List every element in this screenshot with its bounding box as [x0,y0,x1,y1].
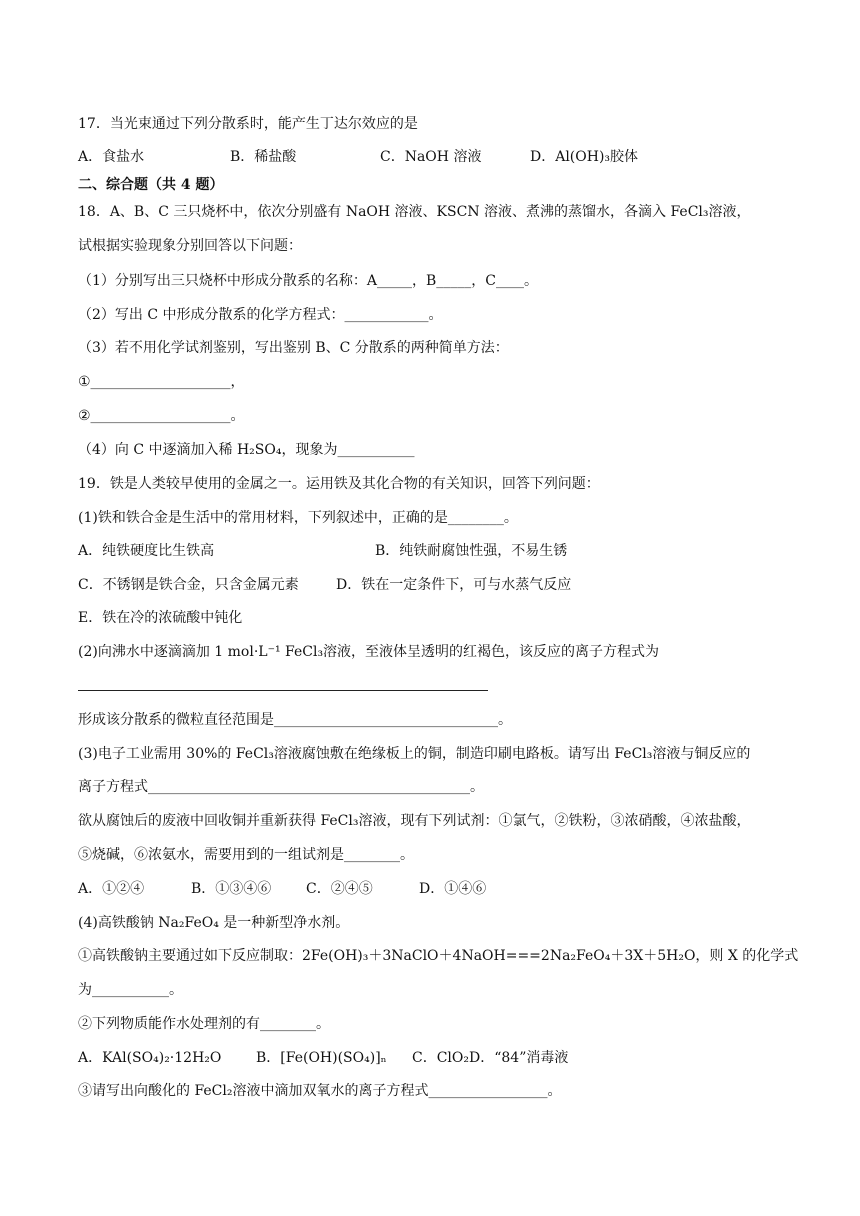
q19-part3-option-a: A．①②④ [78,881,145,897]
q19-part2-particle-size: 形成该分散系的微粒直径范围是________________________________。 [78,712,512,728]
q19-part4-option-a: A．KAl(SO₄)₂·12H₂O [78,1050,222,1066]
q19-part1-option-c: C．不锈钢是铁合金，只含金属元素 [78,577,299,593]
q19-part4: (4)高铁酸钠 Na₂FeO₄ 是一种新型净水剂。 [78,915,350,931]
q17-option-a: A．食盐水 [78,149,145,165]
q19-part4-option-b: B．[Fe(OH)(SO₄)]ₙ [256,1050,387,1066]
q19-part4-item2: ②下列物质能作水处理剂的有________。 [78,1016,330,1032]
q19-part2: (2)向沸水中逐滴滴加 1 mol·L⁻¹ FeCl₃溶液，至液体呈透明的红褐色，该反应的离子方程式为 [78,644,660,660]
q19-part3-options [78,880,486,898]
q18-part1: （1）分别写出三只烧杯中形成分散系的名称：A_____，B_____，C____。 [78,273,539,289]
q19-stem: 19．铁是人类较早使用的金属之一。运用铁及其化合物的有关知识，回答下列问题： [78,476,600,492]
q19-part1-option-a: A．纯铁硬度比生铁高 [78,543,215,559]
q19-part3-line4: ⑤烧碱，⑥浓氨水，需要用到的一组试剂是________。 [78,847,414,863]
q19-part1-options-ab [78,542,567,560]
q19-part4-option-c: C．ClO₂ [412,1050,469,1066]
q19-part4-item1-line1: ①高铁酸钠主要通过如下反应制取：2Fe(OH)₃＋3NaClO＋4NaOH===2Na₂FeO₄＋3X＋5H₂O，则 X 的化学式 [78,948,799,964]
q19-part1-options-cd [78,576,571,594]
q17-stem: 17．当光束通过下列分散系时，能产生丁达尔效应的是 [78,116,418,132]
q18-part3: （3）若不用化学试剂鉴别，写出鉴别 B、C 分散系的两种简单方法： [78,340,509,356]
q18-part3-blank2: ②____________________。 [78,408,245,424]
section-heading: 二、综合题（共 4 题） [78,177,224,193]
q19-part4-option-d: D．“84”消毒液 [469,1050,569,1066]
q19-part4-item3: ③请写出向酸化的 FeCl₂溶液中滴加双氧水的离子方程式_________________。 [78,1083,562,1099]
q19-part3-option-b: B．①③④⑥ [191,881,272,897]
q19-part3-line3: 欲从腐蚀后的废液中回收铜并重新获得 FeCl₃溶液，现有下列试剂：①氯气，②铁粉，③浓硝酸，④浓盐酸， [78,813,751,829]
q18-stem-line2: 试根据实验现象分别回答以下问题： [78,238,302,254]
answer-line [78,690,488,691]
q17-options [78,148,638,166]
q18-stem-line1: 18．A、B、C 三只烧杯中，依次分别盛有 NaOH 溶液、KSCN 溶液、煮沸的蒸馏水，各滴入 FeCl₃溶液， [78,204,751,220]
q19-part4-item2-options [78,1049,568,1067]
q19-part3-line1: (3)电子工业需用 30%的 FeCl₃溶液腐蚀敷在绝缘板上的铜，制造印刷电路板。请写出 FeCl₃溶液与铜反应的 [78,746,751,762]
q19-part1-option-e: E．铁在冷的浓硫酸中钝化 [78,610,243,626]
q17-option-d: D．Al(OH)₃胶体 [530,149,639,165]
q17-option-c: C．NaOH 溶液 [380,149,482,165]
q18-part3-blank1: ①____________________， [78,374,245,390]
q19-part3-option-d: D．①④⑥ [419,881,487,897]
q18-part2: （2）写出 C 中形成分散系的化学方程式：____________。 [78,307,443,323]
q19-part1-option-b: B．纯铁耐腐蚀性强，不易生锈 [375,543,568,559]
q19-part3-option-c: C．②④⑤ [306,881,373,897]
q19-part1-option-d: D．铁在一定条件下，可与水蒸气反应 [336,577,572,593]
q17-option-b: B．稀盐酸 [230,149,297,165]
q18-part4: （4）向 C 中逐滴加入稀 H₂SO₄，现象为___________ [78,442,415,458]
q19-part3-line2: 离子方程式______________________________________________。 [78,779,484,795]
q19-part4-item1-line2: 为___________。 [78,982,183,998]
q19-part1: (1)铁和铁合金是生活中的常用材料，下列叙述中，正确的是________。 [78,510,518,526]
